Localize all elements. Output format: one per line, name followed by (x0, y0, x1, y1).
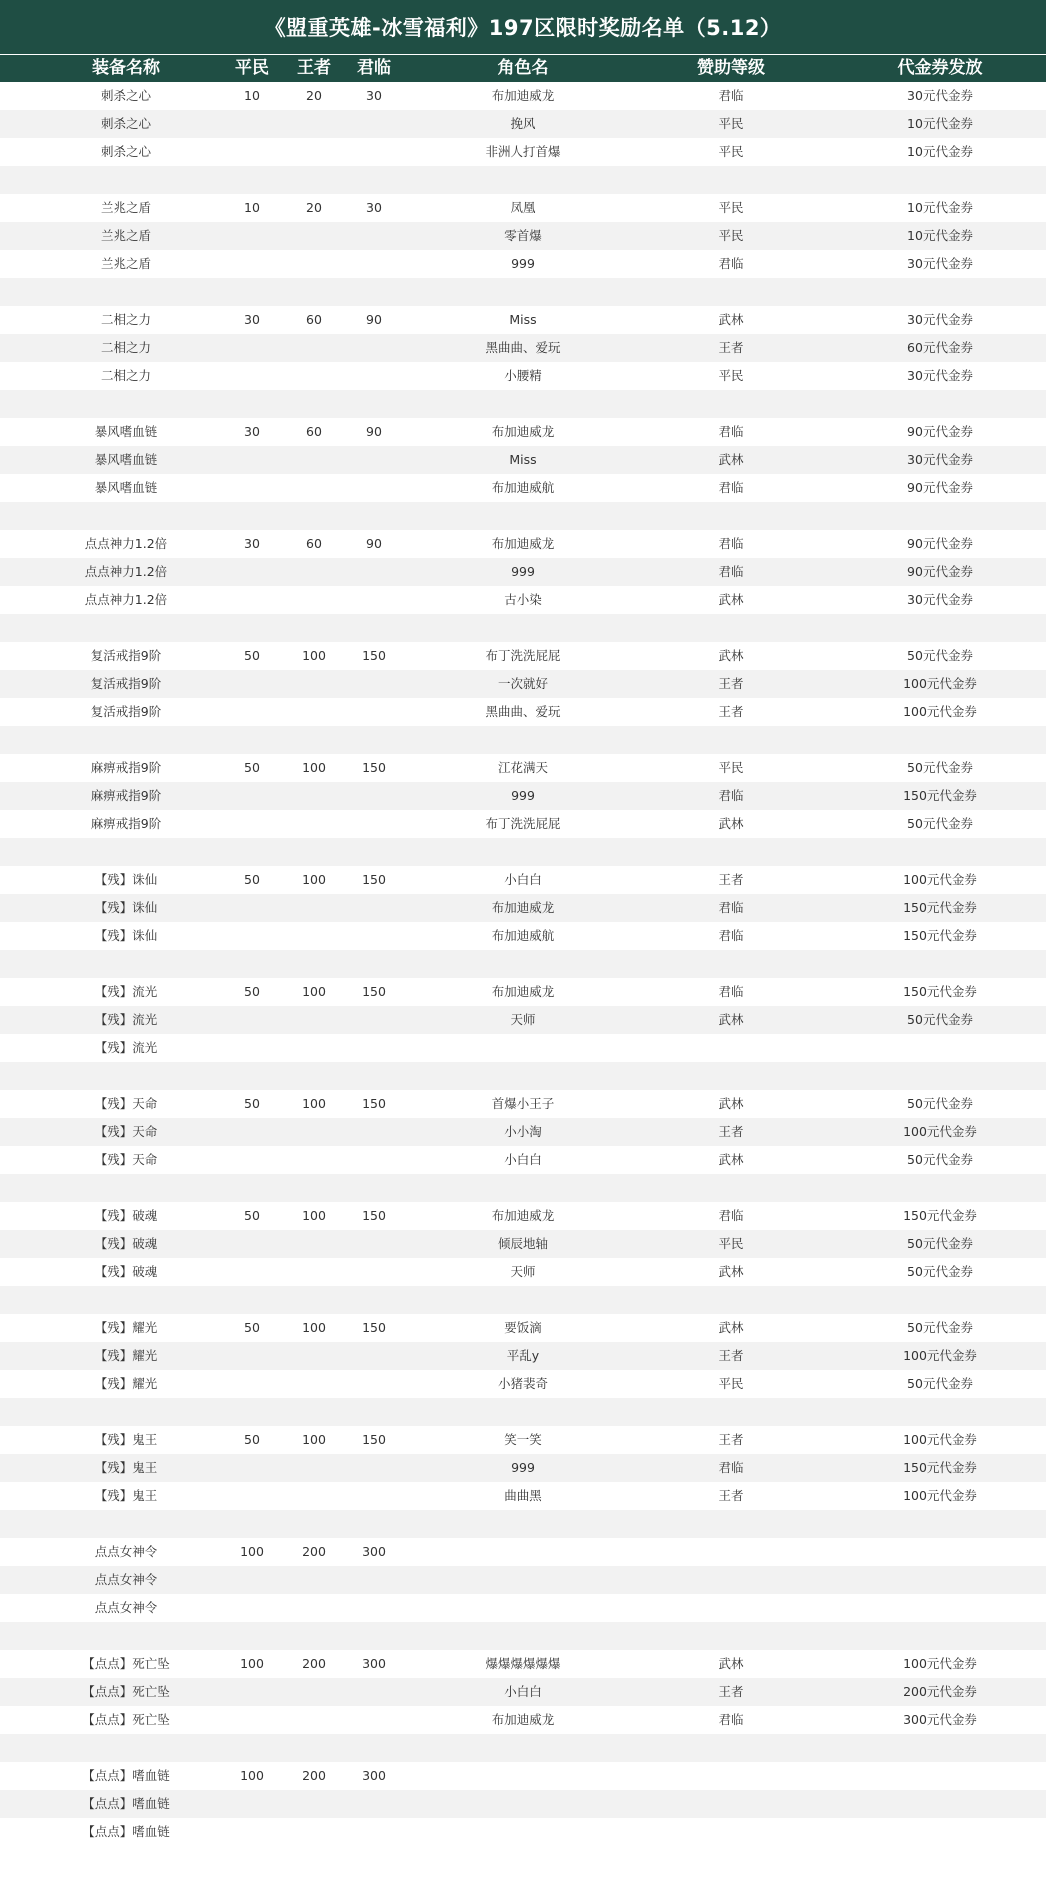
cell-king: 100 (302, 760, 326, 775)
cell-voucher: 50元代金券 (907, 760, 973, 775)
cell-voucher: 150元代金券 (903, 788, 977, 803)
table-row (0, 1594, 1046, 1622)
cell-equipment: 【点点】嗜血链 (82, 1796, 170, 1811)
cell-king: 200 (302, 1656, 326, 1671)
cell-equipment: 麻痹戒指9阶 (90, 816, 162, 831)
table-row (0, 558, 1046, 586)
cell-equipment: 【残】流光 (94, 1012, 158, 1027)
table-row (0, 922, 1046, 950)
cell-voucher: 30元代金券 (907, 452, 973, 467)
table-row (0, 614, 1046, 642)
table-row (0, 1482, 1046, 1510)
cell-voucher: 30元代金券 (907, 312, 973, 327)
cell-voucher: 50元代金券 (907, 1320, 973, 1335)
cell-king: 60 (306, 312, 322, 327)
cell-character: 布加迪威航 (491, 928, 555, 943)
cell-sovereign: 30 (366, 200, 382, 215)
table-row (0, 1538, 1046, 1566)
cell-sponsor-level: 王者 (718, 872, 744, 887)
cell-character: 小白白 (504, 872, 542, 887)
cell-character: Miss (509, 452, 537, 467)
table-row (0, 642, 1046, 670)
cell-character: 999 (511, 256, 535, 271)
cell-sponsor-level: 君临 (718, 900, 744, 915)
table-row (0, 670, 1046, 698)
cell-equipment: 复活戒指9阶 (90, 676, 162, 691)
table-row (0, 502, 1046, 530)
cell-character: Miss (509, 312, 537, 327)
cell-sponsor-level: 平民 (718, 1376, 744, 1391)
cell-character: 首爆小王子 (491, 1096, 555, 1111)
cell-voucher: 100元代金券 (903, 1124, 977, 1139)
cell-equipment: 暴风嗜血链 (94, 452, 158, 467)
cell-voucher: 50元代金券 (907, 648, 973, 663)
cell-character: 黑曲曲、爱玩 (485, 704, 561, 719)
table-body (0, 82, 1046, 1846)
cell-equipment: 【残】诛仙 (94, 900, 158, 915)
cell-character: 布加迪威龙 (491, 1712, 555, 1727)
cell-sovereign: 150 (362, 1320, 386, 1335)
cell-voucher: 10元代金券 (907, 200, 973, 215)
cell-sponsor-level: 平民 (718, 760, 744, 775)
cell-voucher: 100元代金券 (903, 872, 977, 887)
cell-equipment: 刺杀之心 (100, 116, 152, 131)
cell-equipment: 【残】鬼王 (94, 1432, 158, 1447)
table-row (0, 474, 1046, 502)
cell-voucher: 30元代金券 (907, 368, 973, 383)
table-row (0, 1174, 1046, 1202)
table-row (0, 1370, 1046, 1398)
table-row (0, 866, 1046, 894)
cell-character: 爆爆爆爆爆爆 (485, 1656, 561, 1671)
table-row (0, 110, 1046, 138)
cell-voucher: 150元代金券 (903, 984, 977, 999)
cell-sponsor-level: 君临 (718, 984, 744, 999)
cell-equipment: 点点女神令 (94, 1544, 158, 1559)
cell-sponsor-level: 王者 (718, 340, 744, 355)
cell-sponsor-level: 君临 (718, 564, 744, 579)
cell-sponsor-level: 武林 (718, 312, 744, 327)
cell-sovereign: 300 (362, 1768, 386, 1783)
table-row (0, 1650, 1046, 1678)
cell-equipment: 刺杀之心 (100, 144, 152, 159)
cell-equipment: 二相之力 (100, 368, 152, 383)
cell-commoner: 30 (244, 312, 260, 327)
cell-commoner: 30 (244, 536, 260, 551)
cell-equipment: 【残】耀光 (94, 1376, 158, 1391)
cell-commoner: 50 (244, 760, 260, 775)
cell-equipment: 点点女神令 (94, 1600, 158, 1615)
cell-equipment: 【点点】死亡坠 (82, 1712, 170, 1727)
cell-voucher: 30元代金券 (907, 256, 973, 271)
cell-equipment: 【残】诛仙 (94, 872, 158, 887)
cell-character: 天师 (510, 1012, 536, 1027)
cell-sponsor-level: 平民 (718, 228, 744, 243)
table-row (0, 390, 1046, 418)
cell-sponsor-level: 君临 (718, 256, 744, 271)
header-voucher: 代金券发放 (897, 58, 983, 78)
cell-character: 零首爆 (504, 228, 542, 243)
cell-king: 100 (302, 1432, 326, 1447)
table-row (0, 1566, 1046, 1594)
table-row (0, 222, 1046, 250)
cell-sovereign: 150 (362, 1432, 386, 1447)
cell-character: 布加迪威龙 (491, 984, 555, 999)
cell-sponsor-level: 武林 (718, 1264, 744, 1279)
cell-voucher: 50元代金券 (907, 1376, 973, 1391)
cell-sponsor-level: 君临 (718, 788, 744, 803)
cell-equipment: 二相之力 (100, 340, 152, 355)
table-row (0, 950, 1046, 978)
cell-equipment: 复活戒指9阶 (90, 648, 162, 663)
cell-voucher: 50元代金券 (907, 1236, 973, 1251)
table-row (0, 1090, 1046, 1118)
table-row (0, 1398, 1046, 1426)
cell-character: 天师 (510, 1264, 536, 1279)
cell-sponsor-level: 君临 (718, 88, 744, 103)
table-row (0, 1230, 1046, 1258)
cell-sponsor-level: 平民 (718, 368, 744, 383)
cell-sovereign: 300 (362, 1656, 386, 1671)
cell-character: 挽风 (510, 116, 536, 131)
cell-voucher: 100元代金券 (903, 1348, 977, 1363)
cell-commoner: 50 (244, 1320, 260, 1335)
cell-sponsor-level: 君临 (718, 928, 744, 943)
cell-equipment: 刺杀之心 (100, 88, 152, 103)
cell-voucher: 200元代金券 (903, 1684, 977, 1699)
cell-character: 凤凰 (510, 200, 536, 215)
cell-commoner: 50 (244, 1208, 260, 1223)
cell-sponsor-level: 武林 (718, 1012, 744, 1027)
table-row (0, 1118, 1046, 1146)
table-row (0, 838, 1046, 866)
cell-equipment: 兰兆之盾 (100, 200, 152, 215)
cell-sponsor-level: 君临 (718, 1208, 744, 1223)
cell-king: 200 (302, 1544, 326, 1559)
cell-equipment: 点点女神令 (94, 1572, 158, 1587)
table-row (0, 810, 1046, 838)
cell-sponsor-level: 王者 (718, 1348, 744, 1363)
cell-equipment: 【残】破魂 (94, 1236, 158, 1251)
cell-voucher: 90元代金券 (907, 564, 973, 579)
cell-character: 999 (511, 564, 535, 579)
cell-voucher: 10元代金券 (907, 116, 973, 131)
cell-character: 古小染 (504, 592, 542, 607)
cell-voucher: 100元代金券 (903, 1432, 977, 1447)
cell-voucher: 30元代金券 (907, 592, 973, 607)
header-character: 角色名 (497, 58, 549, 78)
cell-sponsor-level: 王者 (718, 1124, 744, 1139)
cell-equipment: 兰兆之盾 (100, 256, 152, 271)
cell-king: 60 (306, 424, 322, 439)
table-row (0, 1622, 1046, 1650)
header-king: 王者 (297, 58, 331, 78)
cell-king: 100 (302, 648, 326, 663)
cell-equipment: 【残】鬼王 (94, 1460, 158, 1475)
table-row (0, 1258, 1046, 1286)
cell-equipment: 点点神力1.2倍 (84, 536, 168, 551)
cell-voucher: 10元代金券 (907, 228, 973, 243)
cell-equipment: 【残】流光 (94, 984, 158, 999)
table-row (0, 306, 1046, 334)
cell-sovereign: 150 (362, 648, 386, 663)
table-row (0, 1314, 1046, 1342)
cell-character: 一次就好 (497, 676, 549, 691)
table-row (0, 1706, 1046, 1734)
cell-sovereign: 150 (362, 984, 386, 999)
table-row (0, 278, 1046, 306)
cell-king: 100 (302, 1320, 326, 1335)
cell-character: 布加迪威航 (491, 480, 555, 495)
cell-commoner: 50 (244, 648, 260, 663)
cell-voucher: 10元代金券 (907, 144, 973, 159)
cell-sponsor-level: 武林 (718, 816, 744, 831)
cell-character: 布加迪威龙 (491, 88, 555, 103)
cell-commoner: 30 (244, 424, 260, 439)
table-row (0, 250, 1046, 278)
cell-equipment: 点点神力1.2倍 (84, 564, 168, 579)
cell-voucher: 150元代金券 (903, 1460, 977, 1475)
cell-voucher: 60元代金券 (907, 340, 973, 355)
cell-character: 小腰精 (504, 368, 542, 383)
table-row (0, 1006, 1046, 1034)
cell-character: 999 (511, 1460, 535, 1475)
cell-sponsor-level: 武林 (718, 1320, 744, 1335)
cell-voucher: 30元代金券 (907, 88, 973, 103)
cell-sovereign: 150 (362, 872, 386, 887)
cell-equipment: 暴风嗜血链 (94, 424, 158, 439)
cell-king: 100 (302, 872, 326, 887)
cell-voucher: 150元代金券 (903, 1208, 977, 1223)
cell-sponsor-level: 武林 (718, 1096, 744, 1111)
table-row (0, 1790, 1046, 1818)
cell-sponsor-level: 王者 (718, 1684, 744, 1699)
cell-character: 布加迪威龙 (491, 900, 555, 915)
cell-equipment: 二相之力 (100, 312, 152, 327)
cell-sponsor-level: 君临 (718, 480, 744, 495)
cell-sovereign: 30 (366, 88, 382, 103)
cell-sponsor-level: 武林 (718, 452, 744, 467)
cell-sovereign: 300 (362, 1544, 386, 1559)
table-row (0, 698, 1046, 726)
cell-commoner: 10 (244, 88, 260, 103)
table-row (0, 726, 1046, 754)
cell-sovereign: 150 (362, 1208, 386, 1223)
table-row (0, 782, 1046, 810)
header-commoner: 平民 (235, 58, 269, 78)
sheet-title: 《盟重英雄-冰雪福利》197区限时奖励名单（5.12） (0, 0, 1046, 55)
cell-commoner: 50 (244, 872, 260, 887)
cell-character: 非洲人打首爆 (485, 144, 561, 159)
cell-voucher: 50元代金券 (907, 1012, 973, 1027)
cell-character: 平乱y (506, 1348, 540, 1363)
cell-character: 布加迪威龙 (491, 536, 555, 551)
cell-character: 倾辰地轴 (497, 1236, 549, 1251)
cell-voucher: 50元代金券 (907, 816, 973, 831)
table-row (0, 1762, 1046, 1790)
cell-voucher: 150元代金券 (903, 900, 977, 915)
table-row (0, 334, 1046, 362)
cell-voucher: 90元代金券 (907, 480, 973, 495)
cell-character: 笑一笑 (504, 1432, 542, 1447)
table-row (0, 1678, 1046, 1706)
cell-sponsor-level: 武林 (718, 1152, 744, 1167)
cell-equipment: 暴风嗜血链 (94, 480, 158, 495)
table-row (0, 418, 1046, 446)
cell-equipment: 【残】耀光 (94, 1348, 158, 1363)
table-row (0, 586, 1046, 614)
cell-equipment: 【残】鬼王 (94, 1488, 158, 1503)
cell-sovereign: 150 (362, 760, 386, 775)
cell-equipment: 复活戒指9阶 (90, 704, 162, 719)
cell-sponsor-level: 平民 (718, 116, 744, 131)
cell-sponsor-level: 平民 (718, 144, 744, 159)
table-header (0, 55, 1046, 82)
cell-character: 小白白 (504, 1684, 542, 1699)
cell-king: 20 (306, 88, 322, 103)
cell-sponsor-level: 武林 (718, 592, 744, 607)
cell-voucher: 150元代金券 (903, 928, 977, 943)
cell-voucher: 100元代金券 (903, 1656, 977, 1671)
cell-character: 曲曲黑 (504, 1488, 542, 1503)
table-row (0, 1286, 1046, 1314)
cell-character: 999 (511, 788, 535, 803)
cell-sponsor-level: 武林 (718, 1656, 744, 1671)
cell-equipment: 【残】诛仙 (94, 928, 158, 943)
cell-equipment: 【残】破魂 (94, 1264, 158, 1279)
cell-equipment: 点点神力1.2倍 (84, 592, 168, 607)
cell-character: 小白白 (504, 1152, 542, 1167)
cell-character: 要饭滴 (504, 1320, 542, 1335)
cell-commoner: 100 (240, 1768, 264, 1783)
cell-character: 布加迪威龙 (491, 1208, 555, 1223)
cell-king: 100 (302, 1096, 326, 1111)
cell-sponsor-level: 平民 (718, 1236, 744, 1251)
table-row (0, 166, 1046, 194)
table-row (0, 362, 1046, 390)
cell-equipment: 【点点】死亡坠 (82, 1684, 170, 1699)
cell-sponsor-level: 君临 (718, 536, 744, 551)
cell-sovereign: 90 (366, 536, 382, 551)
table-row (0, 1734, 1046, 1762)
cell-commoner: 100 (240, 1544, 264, 1559)
cell-equipment: 【残】天命 (94, 1096, 158, 1111)
table-row (0, 1426, 1046, 1454)
table-row (0, 530, 1046, 558)
cell-sponsor-level: 君临 (718, 1712, 744, 1727)
cell-sponsor-level: 王者 (718, 704, 744, 719)
cell-equipment: 兰兆之盾 (100, 228, 152, 243)
cell-voucher: 90元代金券 (907, 424, 973, 439)
table-row (0, 82, 1046, 110)
header-equipment: 装备名称 (92, 58, 160, 78)
cell-voucher: 50元代金券 (907, 1096, 973, 1111)
cell-equipment: 【残】天命 (94, 1124, 158, 1139)
cell-king: 200 (302, 1768, 326, 1783)
cell-character: 布丁洗洗屁屁 (485, 816, 561, 831)
cell-voucher: 100元代金券 (903, 704, 977, 719)
cell-king: 60 (306, 536, 322, 551)
cell-commoner: 50 (244, 1096, 260, 1111)
table-row (0, 194, 1046, 222)
cell-equipment: 【残】天命 (94, 1152, 158, 1167)
table-row (0, 446, 1046, 474)
cell-commoner: 100 (240, 1656, 264, 1671)
cell-equipment: 【残】流光 (94, 1040, 158, 1055)
cell-equipment: 【残】破魂 (94, 1208, 158, 1223)
cell-commoner: 10 (244, 200, 260, 215)
cell-equipment: 【点点】嗜血链 (82, 1768, 170, 1783)
cell-character: 小小淘 (504, 1124, 542, 1139)
cell-character: 黑曲曲、爱玩 (485, 340, 561, 355)
table-row (0, 1062, 1046, 1090)
header-sovereign: 君临 (357, 58, 391, 78)
cell-voucher: 50元代金券 (907, 1264, 973, 1279)
table-row (0, 1510, 1046, 1538)
cell-character: 布加迪威龙 (491, 424, 555, 439)
cell-equipment: 麻痹戒指9阶 (90, 788, 162, 803)
cell-king: 100 (302, 984, 326, 999)
table-row (0, 1146, 1046, 1174)
cell-commoner: 50 (244, 984, 260, 999)
cell-voucher: 300元代金券 (903, 1712, 977, 1727)
cell-sponsor-level: 武林 (718, 648, 744, 663)
cell-character: 江花满天 (497, 760, 549, 775)
cell-sponsor-level: 王者 (718, 1488, 744, 1503)
cell-equipment: 【点点】嗜血链 (82, 1824, 170, 1839)
table-row (0, 894, 1046, 922)
cell-character: 小猪裴奇 (497, 1376, 549, 1391)
cell-sovereign: 90 (366, 312, 382, 327)
cell-voucher: 100元代金券 (903, 1488, 977, 1503)
table-row (0, 1342, 1046, 1370)
table-row (0, 754, 1046, 782)
cell-voucher: 50元代金券 (907, 1152, 973, 1167)
cell-voucher: 90元代金券 (907, 536, 973, 551)
table-row (0, 138, 1046, 166)
table-row (0, 1034, 1046, 1062)
cell-sovereign: 90 (366, 424, 382, 439)
cell-sponsor-level: 君临 (718, 424, 744, 439)
cell-character: 布丁洗洗屁屁 (485, 648, 561, 663)
cell-sponsor-level: 王者 (718, 1432, 744, 1447)
cell-equipment: 【残】耀光 (94, 1320, 158, 1335)
cell-sponsor-level: 平民 (718, 200, 744, 215)
cell-sponsor-level: 君临 (718, 1460, 744, 1475)
table-row (0, 1818, 1046, 1846)
cell-king: 20 (306, 200, 322, 215)
table-row (0, 978, 1046, 1006)
table-row (0, 1202, 1046, 1230)
table-row (0, 1454, 1046, 1482)
cell-sponsor-level: 王者 (718, 676, 744, 691)
cell-commoner: 50 (244, 1432, 260, 1447)
cell-sovereign: 150 (362, 1096, 386, 1111)
cell-equipment: 麻痹戒指9阶 (90, 760, 162, 775)
cell-king: 100 (302, 1208, 326, 1223)
cell-voucher: 100元代金券 (903, 676, 977, 691)
header-sponsor-level: 赞助等级 (697, 58, 765, 78)
cell-equipment: 【点点】死亡坠 (82, 1656, 170, 1671)
